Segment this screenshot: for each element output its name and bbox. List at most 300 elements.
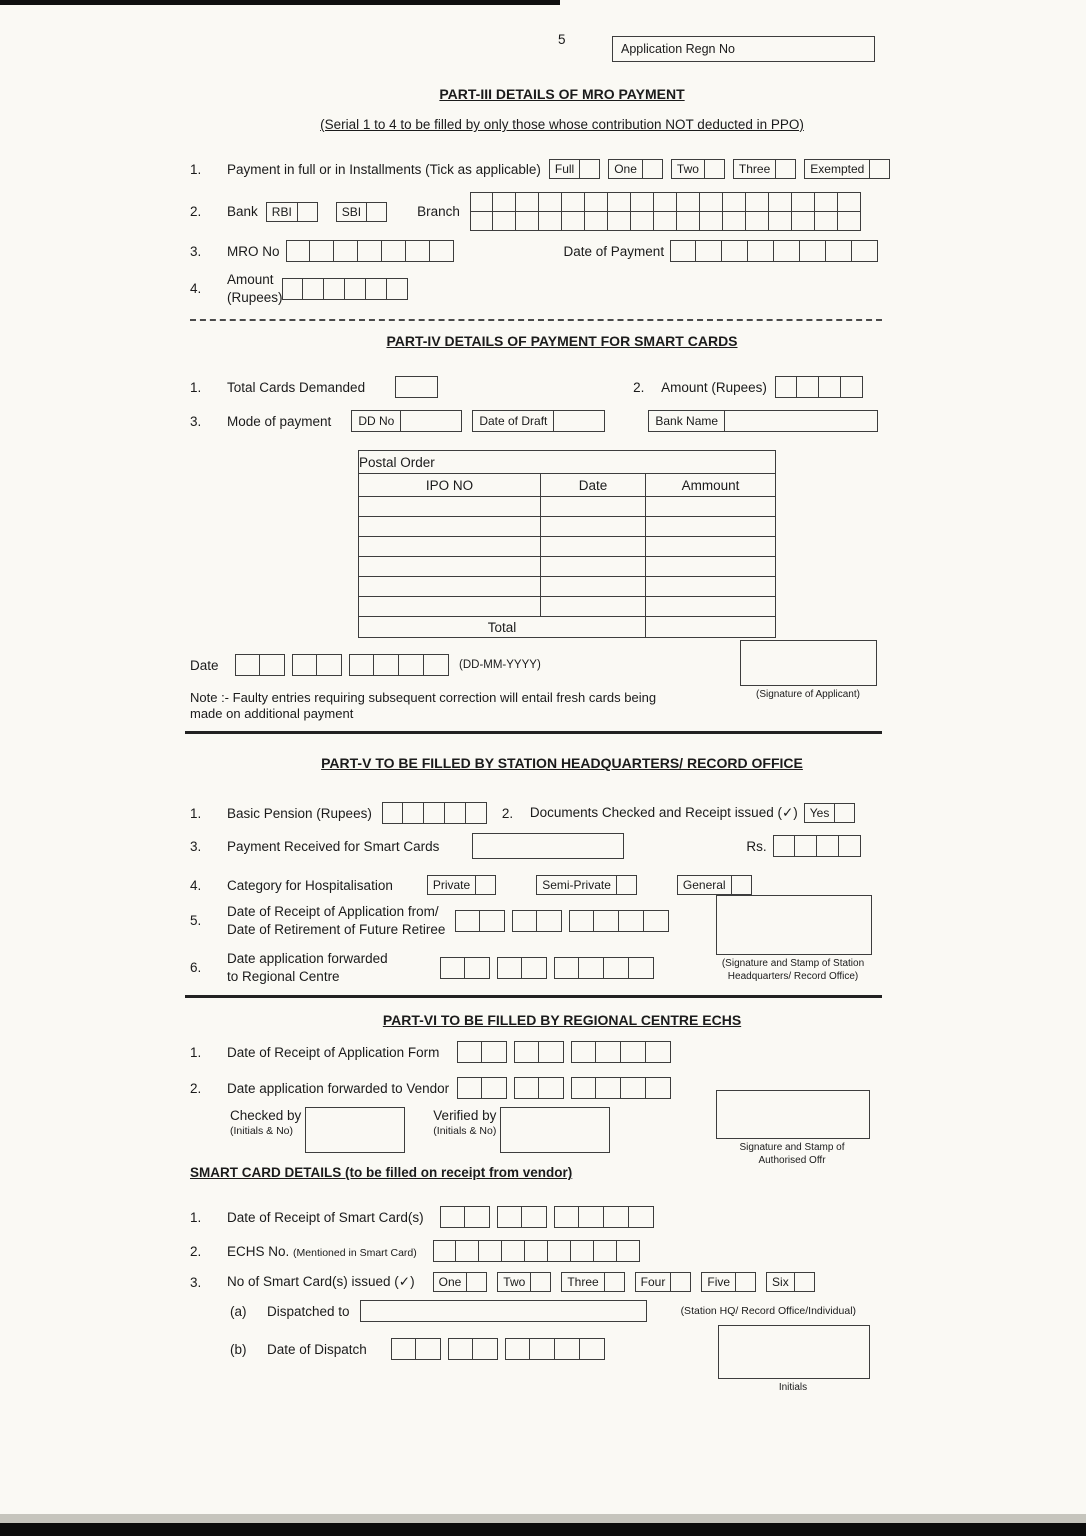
initials-box[interactable]	[718, 1325, 870, 1379]
input-cell[interactable]	[631, 192, 654, 212]
dd-no-label: DD No	[352, 411, 401, 431]
bank-name-label: Bank Name	[649, 411, 725, 431]
caption-line: (Signature and Stamp of Station	[721, 958, 865, 969]
input-cell[interactable]	[746, 211, 769, 231]
input-cell[interactable]	[470, 211, 493, 231]
table-cell[interactable]	[541, 517, 646, 537]
input-cell[interactable]	[466, 802, 487, 824]
input-cell[interactable]	[594, 910, 619, 932]
payment-received-box[interactable]	[472, 833, 624, 859]
input-cell[interactable]	[646, 1041, 671, 1063]
date-yyyy-cells	[571, 1077, 671, 1099]
date-mm-cells	[512, 910, 562, 932]
input-cell[interactable]	[773, 835, 795, 857]
input-cell[interactable]	[403, 802, 424, 824]
input-cell[interactable]	[579, 957, 604, 979]
input-cell[interactable]	[514, 1041, 539, 1063]
input-cell[interactable]	[700, 211, 723, 231]
input-cell[interactable]	[774, 240, 800, 262]
input-cell[interactable]	[571, 1240, 594, 1262]
echs-no-label-main: ECHS No.	[227, 1243, 290, 1259]
checked-by-box[interactable]	[305, 1107, 405, 1153]
part5-item3	[190, 833, 882, 859]
input-cell[interactable]	[539, 192, 562, 212]
input-cell[interactable]	[792, 192, 815, 212]
input-cell[interactable]	[424, 654, 449, 676]
input-cell[interactable]	[826, 240, 852, 262]
input-cell[interactable]	[235, 654, 260, 676]
label-line: Date application forwarded	[227, 951, 388, 967]
input-cell[interactable]	[516, 211, 539, 231]
option-label: Three	[561, 1272, 604, 1292]
input-cell[interactable]	[303, 278, 324, 300]
input-cell[interactable]	[700, 192, 723, 212]
input-cell[interactable]	[769, 211, 792, 231]
option-full	[549, 159, 600, 179]
amount-label-line2: (Rupees)	[227, 289, 283, 305]
tick-box[interactable]	[736, 1272, 756, 1292]
rs-amount-cells	[773, 835, 861, 857]
input-cell[interactable]	[594, 1240, 617, 1262]
option-two	[497, 1272, 551, 1292]
table-cell[interactable]	[359, 577, 541, 597]
item-number: 6.	[190, 960, 202, 976]
option-one	[433, 1272, 488, 1292]
date-yyyy-cells	[554, 1206, 654, 1228]
col-header-ipo-no: IPO NO	[359, 474, 541, 497]
input-cell[interactable]	[448, 1338, 473, 1360]
applicant-signature-box[interactable]	[740, 640, 877, 686]
input-cell[interactable]	[482, 1041, 507, 1063]
input-cell[interactable]	[497, 957, 522, 979]
tick-box[interactable]	[298, 202, 318, 222]
input-cell[interactable]	[539, 1041, 564, 1063]
part3-subtitle: (Serial 1 to 4 to be filled by only those whose contribution NOT deducted in PPO)	[320, 117, 804, 132]
table-cell[interactable]	[359, 517, 541, 537]
input-cell[interactable]	[621, 1041, 646, 1063]
documents-checked-label: Documents Checked and Receipt issued (✓)	[529, 805, 798, 821]
input-cell[interactable]	[629, 1206, 654, 1228]
input-cell[interactable]	[465, 1206, 490, 1228]
option-three	[733, 159, 796, 179]
part3-item4	[190, 271, 882, 306]
option-label: Five	[701, 1272, 736, 1292]
input-cell[interactable]	[596, 1041, 621, 1063]
option-private	[427, 875, 496, 895]
input-cell[interactable]	[548, 1240, 571, 1262]
tick-box[interactable]	[795, 1272, 815, 1292]
item-number: 3.	[190, 413, 202, 429]
input-cell[interactable]	[310, 240, 334, 262]
input-cell[interactable]	[604, 957, 629, 979]
input-cell[interactable]	[430, 240, 454, 262]
input-cell[interactable]	[569, 910, 594, 932]
option-label: Semi-Private	[536, 875, 617, 895]
input-cell[interactable]	[585, 192, 608, 212]
date-dd-cells	[440, 1206, 490, 1228]
input-cell[interactable]	[512, 910, 537, 932]
input-cell[interactable]	[260, 654, 285, 676]
tick-box[interactable]	[643, 159, 663, 179]
postal-order-title: Postal Order	[359, 451, 776, 474]
date-yyyy-cells	[505, 1338, 605, 1360]
basic-pension-label: Basic Pension (Rupees)	[227, 805, 372, 821]
input-cell[interactable]	[554, 957, 579, 979]
part6-title: PART-VI TO BE FILLED BY REGIONAL CENTRE ECHS	[382, 1012, 742, 1029]
input-cell[interactable]	[537, 910, 562, 932]
table-cell[interactable]	[359, 597, 541, 617]
table-cell[interactable]	[541, 557, 646, 577]
option-rbi	[266, 202, 318, 222]
dd-no-input[interactable]	[401, 411, 461, 431]
date-cells	[440, 1206, 654, 1228]
input-cell[interactable]	[480, 910, 505, 932]
input-cell[interactable]	[516, 192, 539, 212]
input-cell[interactable]	[621, 1077, 646, 1099]
tick-box[interactable]	[617, 875, 637, 895]
tick-box[interactable]	[605, 1272, 625, 1292]
date-of-draft-input[interactable]	[554, 411, 604, 431]
input-cell[interactable]	[317, 654, 342, 676]
receipt-application-label	[227, 903, 455, 938]
input-cell[interactable]	[391, 1338, 416, 1360]
option-label: RBI	[266, 202, 298, 222]
item-letter: (b)	[230, 1341, 247, 1357]
bank-name-input[interactable]	[725, 411, 877, 431]
input-cell[interactable]	[433, 1240, 456, 1262]
table-cell[interactable]	[646, 497, 776, 517]
dd-no-field	[351, 410, 462, 432]
input-cell[interactable]	[473, 1338, 498, 1360]
dispatched-to-box[interactable]	[360, 1300, 647, 1322]
table-cell[interactable]	[646, 537, 776, 557]
input-cell[interactable]	[399, 654, 424, 676]
input-cell[interactable]	[440, 957, 465, 979]
input-cell[interactable]	[522, 1206, 547, 1228]
input-cell[interactable]	[292, 654, 317, 676]
option-five	[701, 1272, 756, 1292]
input-cell[interactable]	[819, 376, 841, 398]
label-sub: (Initials & No)	[433, 1124, 497, 1137]
form-header	[190, 32, 882, 64]
payment-received-label: Payment Received for Smart Cards	[227, 838, 440, 854]
mro-no-label: MRO No	[227, 243, 280, 259]
input-cell[interactable]	[815, 192, 838, 212]
input-cell[interactable]	[324, 278, 345, 300]
input-cell[interactable]	[562, 192, 585, 212]
date-mm-cells	[514, 1077, 564, 1099]
rs-label: Rs.	[746, 838, 767, 854]
date-dd-cells	[391, 1338, 441, 1360]
input-cell[interactable]	[748, 240, 774, 262]
item-letter: (a)	[230, 1303, 247, 1319]
input-cell[interactable]	[374, 654, 399, 676]
forwarded-regional-label	[227, 950, 397, 985]
option-label: Three	[733, 159, 776, 179]
input-cell[interactable]	[470, 192, 493, 212]
input-cell[interactable]	[514, 1077, 539, 1099]
input-cell[interactable]	[382, 240, 406, 262]
input-cell[interactable]	[608, 192, 631, 212]
input-cell[interactable]	[792, 211, 815, 231]
smart-item-a	[190, 1300, 882, 1322]
input-cell[interactable]	[424, 802, 445, 824]
input-cell[interactable]	[493, 211, 516, 231]
input-cell[interactable]	[349, 654, 374, 676]
input-cell[interactable]	[629, 957, 654, 979]
date-cells	[457, 1077, 671, 1099]
total-cards-box[interactable]	[395, 376, 438, 398]
option-label: Two	[671, 159, 705, 179]
amount-rupees-cells	[775, 376, 863, 398]
input-cell[interactable]	[579, 1206, 604, 1228]
input-cell[interactable]	[493, 192, 516, 212]
input-cell[interactable]	[465, 957, 490, 979]
input-cell[interactable]	[455, 910, 480, 932]
table-cell[interactable]	[541, 537, 646, 557]
input-cell[interactable]	[580, 1338, 605, 1360]
input-cell[interactable]	[505, 1338, 530, 1360]
part4-title: PART-IV DETAILS OF PAYMENT FOR SMART CARDS	[386, 333, 738, 350]
tick-box[interactable]	[367, 202, 387, 222]
input-cell[interactable]	[646, 1077, 671, 1099]
input-cell[interactable]	[841, 376, 863, 398]
receipt-form-label: Date of Receipt of Application Form	[227, 1044, 440, 1060]
option-label: Yes	[804, 803, 836, 823]
table-cell[interactable]	[541, 497, 646, 517]
tick-box[interactable]	[531, 1272, 551, 1292]
option-label: One	[433, 1272, 468, 1292]
echs-no-cells	[433, 1240, 640, 1262]
input-cell[interactable]	[746, 192, 769, 212]
option-general	[677, 875, 752, 895]
station-hq-signature-box[interactable]	[716, 895, 872, 955]
item-number: 2.	[190, 1080, 202, 1096]
input-cell[interactable]	[838, 211, 861, 231]
input-cell[interactable]	[769, 192, 792, 212]
date-mm-cells	[497, 957, 547, 979]
tick-box[interactable]	[580, 159, 600, 179]
date-cells	[457, 1041, 671, 1063]
caption-line: Signature and Stamp of	[739, 1142, 845, 1153]
caption-line: Authorised Offr	[758, 1155, 826, 1166]
date-cells	[455, 910, 669, 932]
section-divider	[185, 731, 882, 734]
item-number: 1.	[190, 379, 202, 395]
tick-box[interactable]	[835, 803, 855, 823]
option-one	[608, 159, 663, 179]
input-cell[interactable]	[585, 211, 608, 231]
total-amount-cell[interactable]	[646, 617, 776, 638]
input-cell[interactable]	[445, 802, 466, 824]
input-cell[interactable]	[562, 211, 585, 231]
input-cell[interactable]	[282, 278, 303, 300]
tick-box[interactable]	[870, 159, 890, 179]
input-cell[interactable]	[530, 1338, 555, 1360]
item-number: 5.	[190, 913, 202, 929]
table-cell[interactable]	[646, 577, 776, 597]
item-number: 2.	[190, 1243, 202, 1259]
input-cell[interactable]	[677, 192, 700, 212]
input-cell[interactable]	[619, 910, 644, 932]
input-cell[interactable]	[482, 1077, 507, 1099]
input-cell[interactable]	[555, 1338, 580, 1360]
branch-label: Branch	[417, 204, 460, 219]
total-cards-label: Total Cards Demanded	[227, 379, 366, 395]
input-cell[interactable]	[457, 1077, 482, 1099]
input-cell[interactable]	[345, 278, 366, 300]
tick-box[interactable]	[671, 1272, 691, 1292]
table-cell[interactable]	[541, 597, 646, 617]
input-cell[interactable]	[596, 1077, 621, 1099]
input-cell[interactable]	[440, 1206, 465, 1228]
input-cell[interactable]	[387, 278, 408, 300]
input-cell[interactable]	[416, 1338, 441, 1360]
table-cell[interactable]	[541, 577, 646, 597]
authorised-officer-signature-caption	[700, 1141, 884, 1167]
input-cell[interactable]	[457, 1041, 482, 1063]
amount-label-line1: Amount	[227, 272, 274, 287]
application-regn-no-box[interactable]	[612, 36, 875, 62]
item-label: Payment in full or in Installments (Tick as applicable)	[227, 161, 541, 177]
input-cell[interactable]	[502, 1240, 525, 1262]
label-line: Checked by	[230, 1108, 302, 1124]
input-cell[interactable]	[617, 1240, 640, 1262]
item-number: 1.	[190, 161, 202, 177]
mode-of-payment-label: Mode of payment	[227, 413, 332, 429]
input-cell[interactable]	[522, 957, 547, 979]
input-cell[interactable]	[722, 240, 748, 262]
option-label: Exempted	[804, 159, 870, 179]
input-cell[interactable]	[852, 240, 878, 262]
input-cell[interactable]	[456, 1240, 479, 1262]
table-cell[interactable]	[359, 537, 541, 557]
tick-box[interactable]	[776, 159, 796, 179]
table-cell[interactable]	[359, 557, 541, 577]
tick-box[interactable]	[732, 875, 752, 895]
input-cell[interactable]	[497, 1206, 522, 1228]
input-cell[interactable]	[723, 211, 746, 231]
input-cell[interactable]	[654, 211, 677, 231]
table-cell[interactable]	[646, 517, 776, 537]
input-cell[interactable]	[525, 1240, 548, 1262]
option-yes	[804, 803, 856, 823]
input-cell[interactable]	[631, 211, 654, 231]
date-of-payment-cells	[670, 240, 878, 262]
checked-by-label	[230, 1107, 301, 1138]
col-header-ammount: Ammount	[646, 474, 776, 497]
date-yyyy-cells	[571, 1041, 671, 1063]
input-cell[interactable]	[479, 1240, 502, 1262]
option-sbi	[336, 202, 387, 222]
input-cell[interactable]	[795, 835, 817, 857]
amount-cells	[282, 278, 408, 300]
input-cell[interactable]	[571, 1077, 596, 1099]
option-label: Full	[549, 159, 580, 179]
item-number: 2.	[190, 204, 202, 219]
input-cell[interactable]	[677, 211, 700, 231]
input-cell[interactable]	[358, 240, 382, 262]
col-header-date: Date	[541, 474, 646, 497]
date-label: Date	[190, 657, 219, 673]
input-cell[interactable]	[366, 278, 387, 300]
input-cell[interactable]	[839, 835, 861, 857]
tick-box[interactable]	[476, 875, 496, 895]
part3-item2	[190, 192, 882, 231]
installment-options	[549, 159, 890, 179]
input-cell[interactable]	[696, 240, 722, 262]
authorised-officer-signature-box[interactable]	[716, 1090, 870, 1139]
item-number: 2.	[501, 805, 514, 821]
part5-item4	[190, 875, 882, 895]
label-sub: (Initials & No)	[230, 1124, 294, 1137]
item-number: 4.	[190, 877, 202, 893]
echs-no-label	[227, 1244, 417, 1259]
scan-artifact-bottom-gray	[0, 1514, 1086, 1523]
input-cell[interactable]	[723, 192, 746, 212]
input-cell[interactable]	[644, 910, 669, 932]
basic-pension-cells	[382, 802, 487, 824]
tick-box[interactable]	[467, 1272, 487, 1292]
verified-by-box[interactable]	[500, 1107, 610, 1153]
category-label: Category for Hospitalisation	[227, 877, 393, 893]
option-label: Private	[427, 875, 476, 895]
input-cell[interactable]	[670, 240, 696, 262]
smart-item2	[190, 1240, 882, 1262]
input-cell[interactable]	[797, 376, 819, 398]
input-cell[interactable]	[608, 211, 631, 231]
option-semi-private	[536, 875, 637, 895]
date-yyyy-cells	[349, 654, 449, 676]
input-cell[interactable]	[286, 240, 310, 262]
date-dd-cells	[457, 1041, 507, 1063]
total-label: Total	[359, 617, 646, 638]
input-cell[interactable]	[382, 802, 403, 824]
dashed-divider	[190, 319, 882, 321]
input-cell[interactable]	[571, 1041, 596, 1063]
input-cell[interactable]	[775, 376, 797, 398]
amount-rupees-label: Amount (Rupees)	[661, 379, 767, 395]
input-cell[interactable]	[554, 1206, 579, 1228]
date-yyyy-cells	[554, 957, 654, 979]
input-cell[interactable]	[815, 211, 838, 231]
table-cell[interactable]	[646, 557, 776, 577]
application-regn-no-label: Application Regn No	[621, 42, 735, 56]
input-cell[interactable]	[800, 240, 826, 262]
documents-checked-options	[804, 803, 856, 823]
input-cell[interactable]	[539, 211, 562, 231]
item-number: 3.	[190, 1274, 202, 1290]
input-cell[interactable]	[654, 192, 677, 212]
option-two	[671, 159, 725, 179]
input-cell[interactable]	[334, 240, 358, 262]
date-mm-cells	[514, 1041, 564, 1063]
table-cell[interactable]	[646, 597, 776, 617]
verified-by-label	[433, 1107, 496, 1138]
item-number: 3.	[190, 243, 202, 259]
table-cell[interactable]	[359, 497, 541, 517]
input-cell[interactable]	[604, 1206, 629, 1228]
label-line: Verified by	[433, 1108, 497, 1124]
option-label: SBI	[336, 202, 367, 222]
branch-cells-row2	[470, 211, 861, 231]
input-cell[interactable]	[817, 835, 839, 857]
tick-box[interactable]	[705, 159, 725, 179]
input-cell[interactable]	[539, 1077, 564, 1099]
mro-no-cells	[286, 240, 454, 262]
input-cell[interactable]	[406, 240, 430, 262]
input-cell[interactable]	[838, 192, 861, 212]
